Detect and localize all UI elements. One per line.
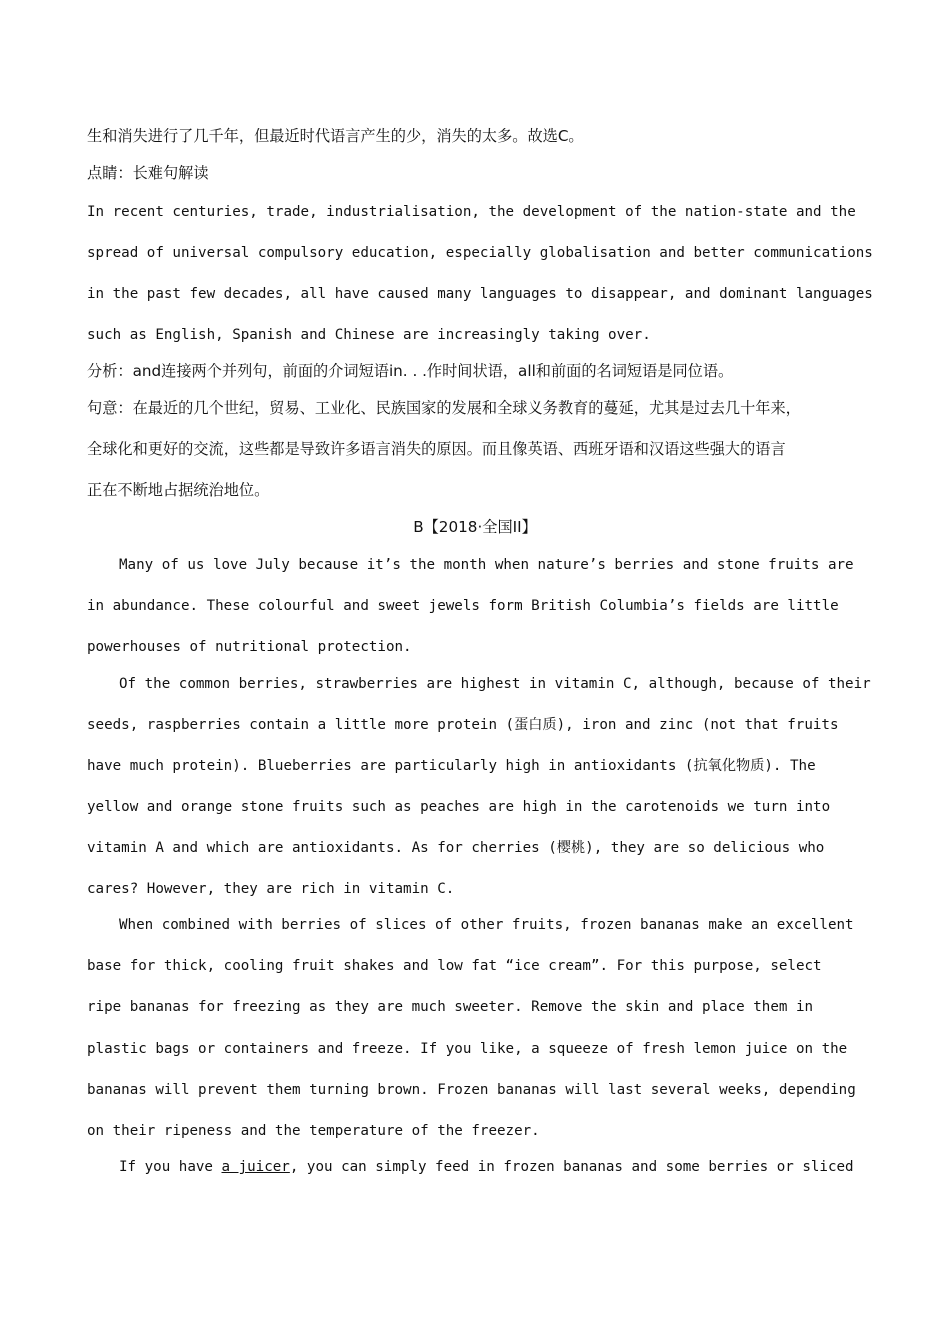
analysis-continuation: 生和消失进行了几千年，但最近时代语言产生的少，消失的太多。故选C。 <box>87 127 584 145</box>
paragraph-1-line: powerhouses of nutritional protection. <box>87 639 412 655</box>
underlined-phrase: a juicer <box>221 1159 290 1175</box>
paragraph-3-line: bananas will prevent them turning brown. Frozen bananas will last several weeks, depending <box>87 1082 856 1098</box>
paragraph-3-line: base for thick, cooling fruit shakes and low fat “ice cream”. For this purpose, select <box>87 958 822 974</box>
paragraph-4-text-after: , you can simply feed in frozen bananas and some berries or sliced <box>289 1159 854 1175</box>
long-sentence-line: such as English, Spanish and Chinese are increasingly taking over. <box>87 327 651 343</box>
paragraph-2-line: Of the common berries, strawberries are highest in vitamin C, although, because of their <box>119 676 871 692</box>
tip-heading: 点睛：长难句解读 <box>87 164 209 182</box>
passage-title: B【2018·全国II】 <box>413 518 537 536</box>
structure-analysis: 分析：and连接两个并列句，前面的介词短语in. . .作时间状语，all和前面的名词短语是同位语。 <box>87 362 734 380</box>
paragraph-3-line: on their ripeness and the temperature of the freezer. <box>87 1123 540 1139</box>
paragraph-2-line: vitamin A and which are antioxidants. As for cherries (樱桃), they are so delicious who <box>87 840 825 856</box>
paragraph-4-line <box>119 1157 909 1177</box>
paragraph-1-line: in abundance. These colourful and sweet jewels form British Columbia’s fields are little <box>87 598 839 614</box>
meaning-line: 正在不断地占据统治地位。 <box>87 481 270 499</box>
paragraph-2-line: have much protein). Blueberries are particularly high in antioxidants (抗氧化物质). The <box>87 758 816 774</box>
paragraph-2-line: cares? However, they are rich in vitamin C. <box>87 881 455 897</box>
meaning-line: 句意：在最近的几个世纪，贸易、工业化、民族国家的发展和全球义务教育的蔓延，尤其是过去几十年来， <box>87 399 801 417</box>
paragraph-3-line: plastic bags or containers and freeze. If you like, a squeeze of fresh lemon juice on the <box>87 1041 848 1057</box>
paragraph-4-text-before: If you have <box>119 1159 222 1175</box>
paragraph-3-line: When combined with berries of slices of other fruits, frozen bananas make an excellent <box>119 917 854 933</box>
paragraph-2-line: yellow and orange stone fruits such as peaches are high in the carotenoids we turn into <box>87 799 831 815</box>
long-sentence-line: in the past few decades, all have caused many languages to disappear, and dominant languages <box>87 286 873 302</box>
paragraph-3-line: ripe bananas for freezing as they are much sweeter. Remove the skin and place them in <box>87 999 814 1015</box>
meaning-line: 全球化和更好的交流，这些都是导致许多语言消失的原因。而且像英语、西班牙语和汉语这些强大的语言 <box>87 440 786 458</box>
long-sentence-line: spread of universal compulsory education, especially globalisation and better communications <box>87 245 873 261</box>
paragraph-2-line: seeds, raspberries contain a little more protein (蛋白质), iron and zinc (not that fruits <box>87 717 839 733</box>
long-sentence-line: In recent centuries, trade, industrialisation, the development of the nation-state and the <box>87 204 856 220</box>
paragraph-1-line: Many of us love July because it’s the month when nature’s berries and stone fruits are <box>119 557 854 573</box>
